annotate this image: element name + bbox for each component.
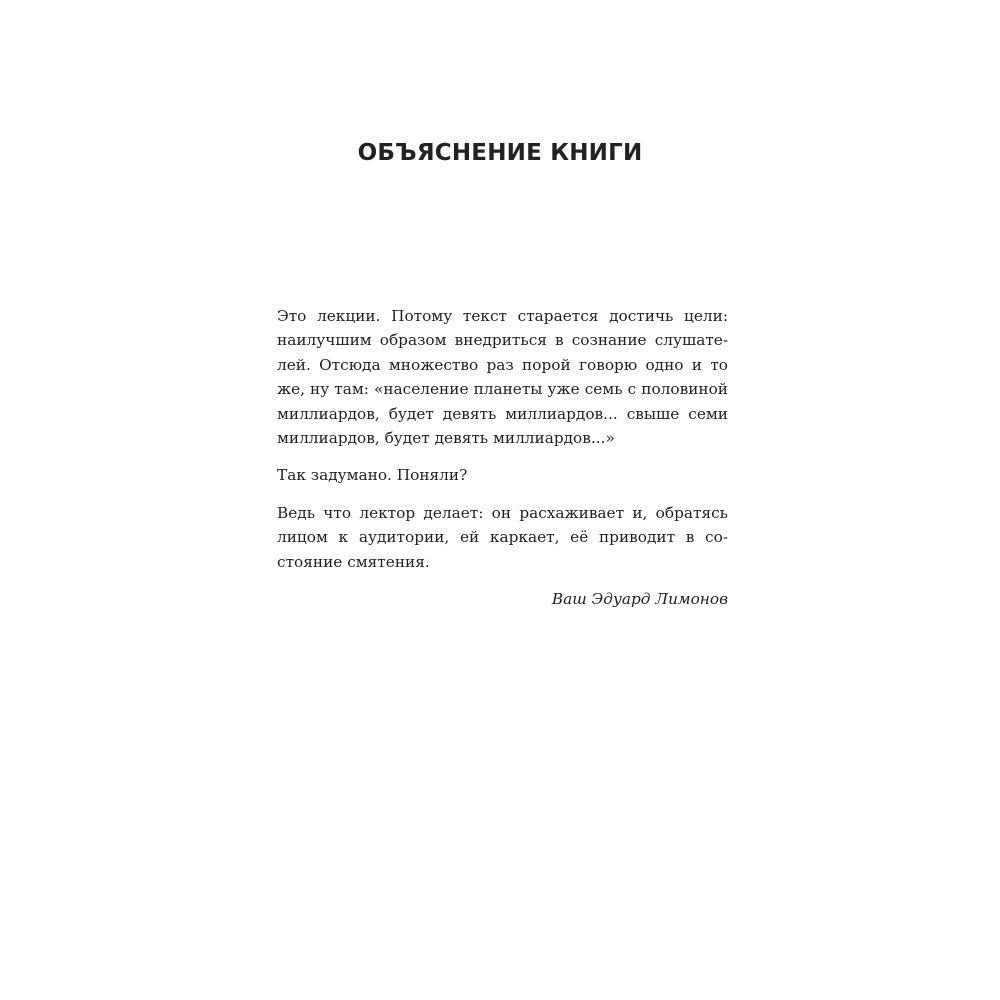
- text-line: лицом к аудитории, ей каркает, её приводит в со-: [277, 528, 728, 547]
- text-line: Это лекции. Потому текст старается достичь цели:: [277, 307, 728, 325]
- text-line: лей. Отсюда множество раз порой говорю одно и то: [277, 355, 728, 374]
- text-line: же, ну там: «население планеты уже семь с половиной: [277, 380, 728, 399]
- text-line: Ведь что лектор делает: он расхаживает и, обратясь: [277, 503, 728, 522]
- paragraph-1: [277, 304, 728, 450]
- text-line: стояние смятения.: [277, 552, 430, 571]
- page-title: ОБЪЯСНЕНИЕ КНИГИ: [357, 140, 643, 166]
- text-line: миллиардов, будет девять миллиардов...»: [277, 429, 615, 448]
- text-line: миллиардов, будет девять миллиардов... свыше семи: [277, 404, 728, 423]
- paragraph-3: [277, 501, 728, 574]
- paragraph-2: [277, 463, 728, 487]
- author-signature: Ваш Эдуард Лимонов: [551, 590, 728, 609]
- text-line: Так задумано. Поняли?: [277, 466, 468, 485]
- text-line: наилучшим образом внедриться в сознание слушате-: [277, 331, 728, 350]
- body-text: [277, 304, 728, 611]
